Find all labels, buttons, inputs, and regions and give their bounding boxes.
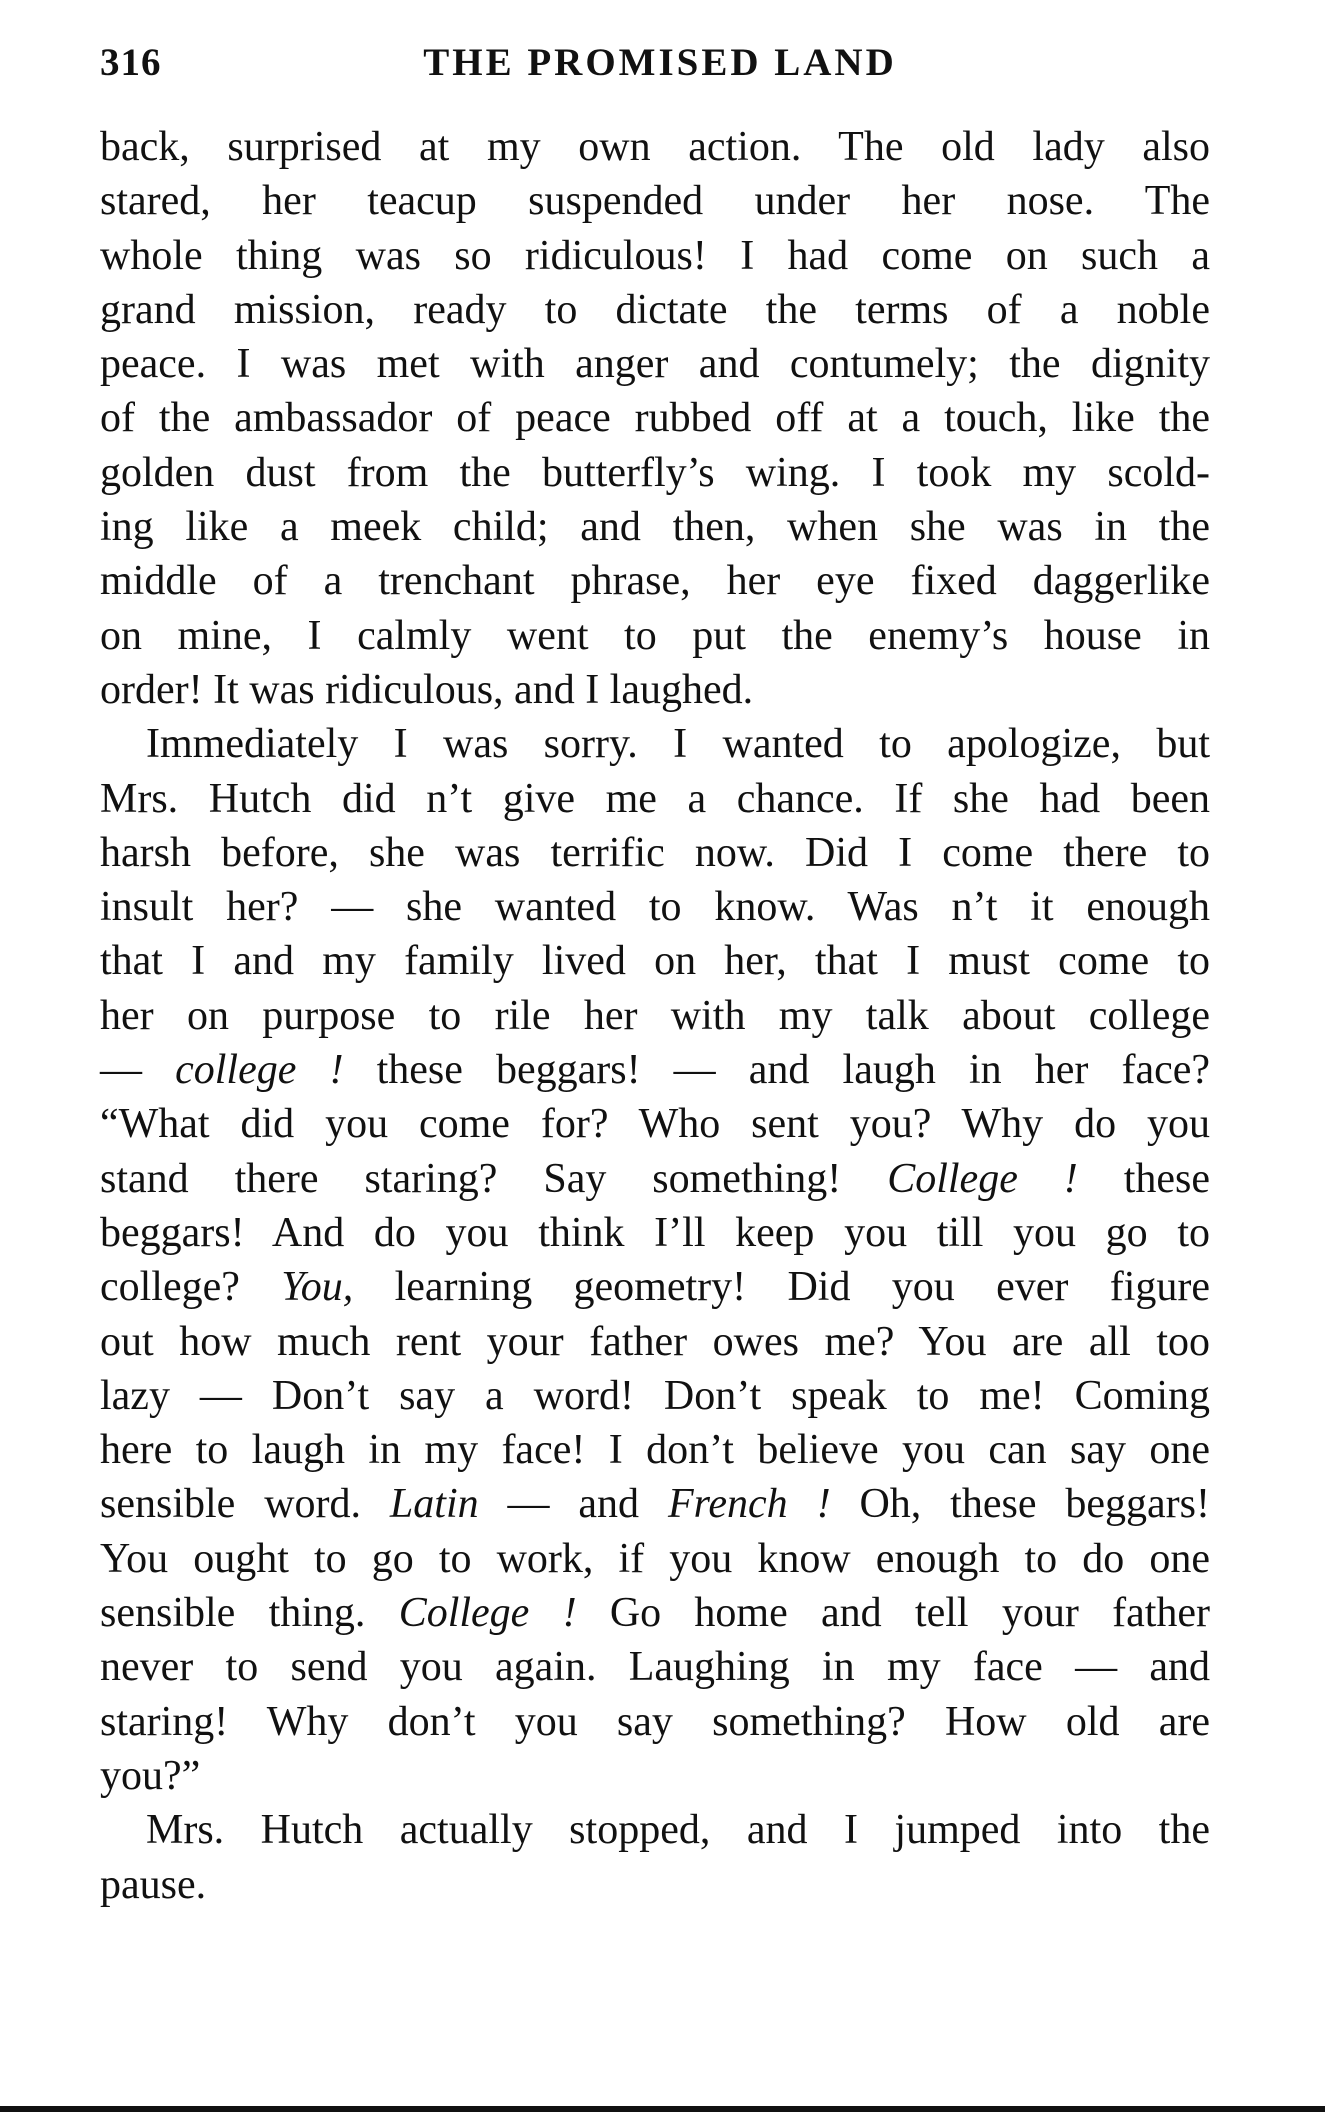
paragraph-start-line: Mrs. Hutch actually stopped, and I jumped into the: [146, 1807, 1210, 1854]
text-line: her on purpose to rile her with my talk about college: [100, 992, 1210, 1039]
book-title: THE PROMISED LAND: [423, 41, 897, 84]
text-line: Mrs. Hutch did n’t give me a chance. If she had been: [100, 775, 1210, 822]
text-line: [100, 1152, 1210, 1206]
text-line: on mine, I calmly went to put the enemy’s house in: [100, 612, 1210, 659]
text-run: these: [1077, 1155, 1210, 1202]
text-line: back, surprised at my own action. The old lady also: [100, 124, 1210, 170]
text-line: peace. I was met with anger and contumely; the dignity: [100, 341, 1210, 388]
text-line: [100, 1477, 1210, 1531]
text-run: Go home and tell your father: [576, 1590, 1211, 1637]
text-line: [100, 1260, 1210, 1314]
text-line: stared, her teacup suspended under her nose. The: [100, 178, 1210, 225]
text-run: sensible thing.: [100, 1590, 399, 1637]
text-line: [100, 1043, 1210, 1097]
text-line: staring! Why don’t you say something? How old are: [100, 1698, 1210, 1745]
text-line: golden dust from the butterfly’s wing. I took my scold-: [100, 449, 1210, 496]
text-run: these beggars! — and laugh in her face?: [343, 1047, 1211, 1094]
paragraph-start-line: Immediately I was sorry. I wanted to apologize, but: [146, 721, 1210, 768]
text-line: ing like a meek child; and then, when she was in the: [100, 504, 1210, 551]
bottom-rule: [0, 2106, 1325, 2112]
text-line: grand mission, ready to dictate the terms of a noble: [100, 286, 1210, 333]
paragraph-end-line: pause.: [100, 1861, 207, 1908]
text-line: that I and my family lived on her, that I must come to: [100, 938, 1210, 985]
text-run: learning geometry! Did you ever figure: [353, 1264, 1211, 1311]
running-head: [100, 40, 1210, 90]
text-line: middle of a trenchant phrase, her eye fixed daggerlike: [100, 558, 1210, 605]
italic-text: Latin: [389, 1481, 479, 1528]
text-line: harsh before, she was terrific now. Did I come there to: [100, 829, 1210, 876]
text-run: college?: [100, 1264, 282, 1311]
text-line: out how much rent your father owes me? You are all too: [100, 1318, 1210, 1365]
text-run: — and: [478, 1481, 668, 1528]
text-line: whole thing was so ridiculous! I had come on such a: [100, 232, 1210, 279]
text-line: beggars! And do you think I’ll keep you till you go to: [100, 1209, 1210, 1256]
text-line: of the ambassador of peace rubbed off at a touch, like the: [100, 395, 1210, 442]
italic-text: French !: [667, 1481, 831, 1528]
page-number: 316: [100, 41, 162, 84]
italic-text: College !: [887, 1155, 1078, 1202]
italic-text: You,: [281, 1264, 354, 1311]
text-run: Oh, these beggars!: [830, 1481, 1210, 1528]
text-line: [100, 1586, 1210, 1640]
text-run: stand there staring? Say something!: [100, 1155, 888, 1202]
italic-text: college !: [175, 1047, 344, 1094]
body-text: [100, 120, 1210, 1912]
text-run: —: [100, 1047, 176, 1094]
paragraph-end-line: order! It was ridiculous, and I laughed.: [100, 666, 754, 713]
italic-text: College !: [398, 1590, 577, 1637]
paragraph-end-line: you?”: [100, 1752, 201, 1799]
text-line: insult her? — she wanted to know. Was n’t it enough: [100, 884, 1210, 931]
text-run: sensible word.: [100, 1481, 390, 1528]
text-line: You ought to go to work, if you know enough to do one: [100, 1535, 1210, 1582]
text-line: lazy — Don’t say a word! Don’t speak to me! Coming: [100, 1372, 1210, 1419]
text-line: “What did you come for? Who sent you? Why do you: [100, 1101, 1210, 1148]
text-line: never to send you again. Laughing in my face — and: [100, 1644, 1210, 1691]
text-line: here to laugh in my face! I don’t believe you can say one: [100, 1427, 1210, 1474]
